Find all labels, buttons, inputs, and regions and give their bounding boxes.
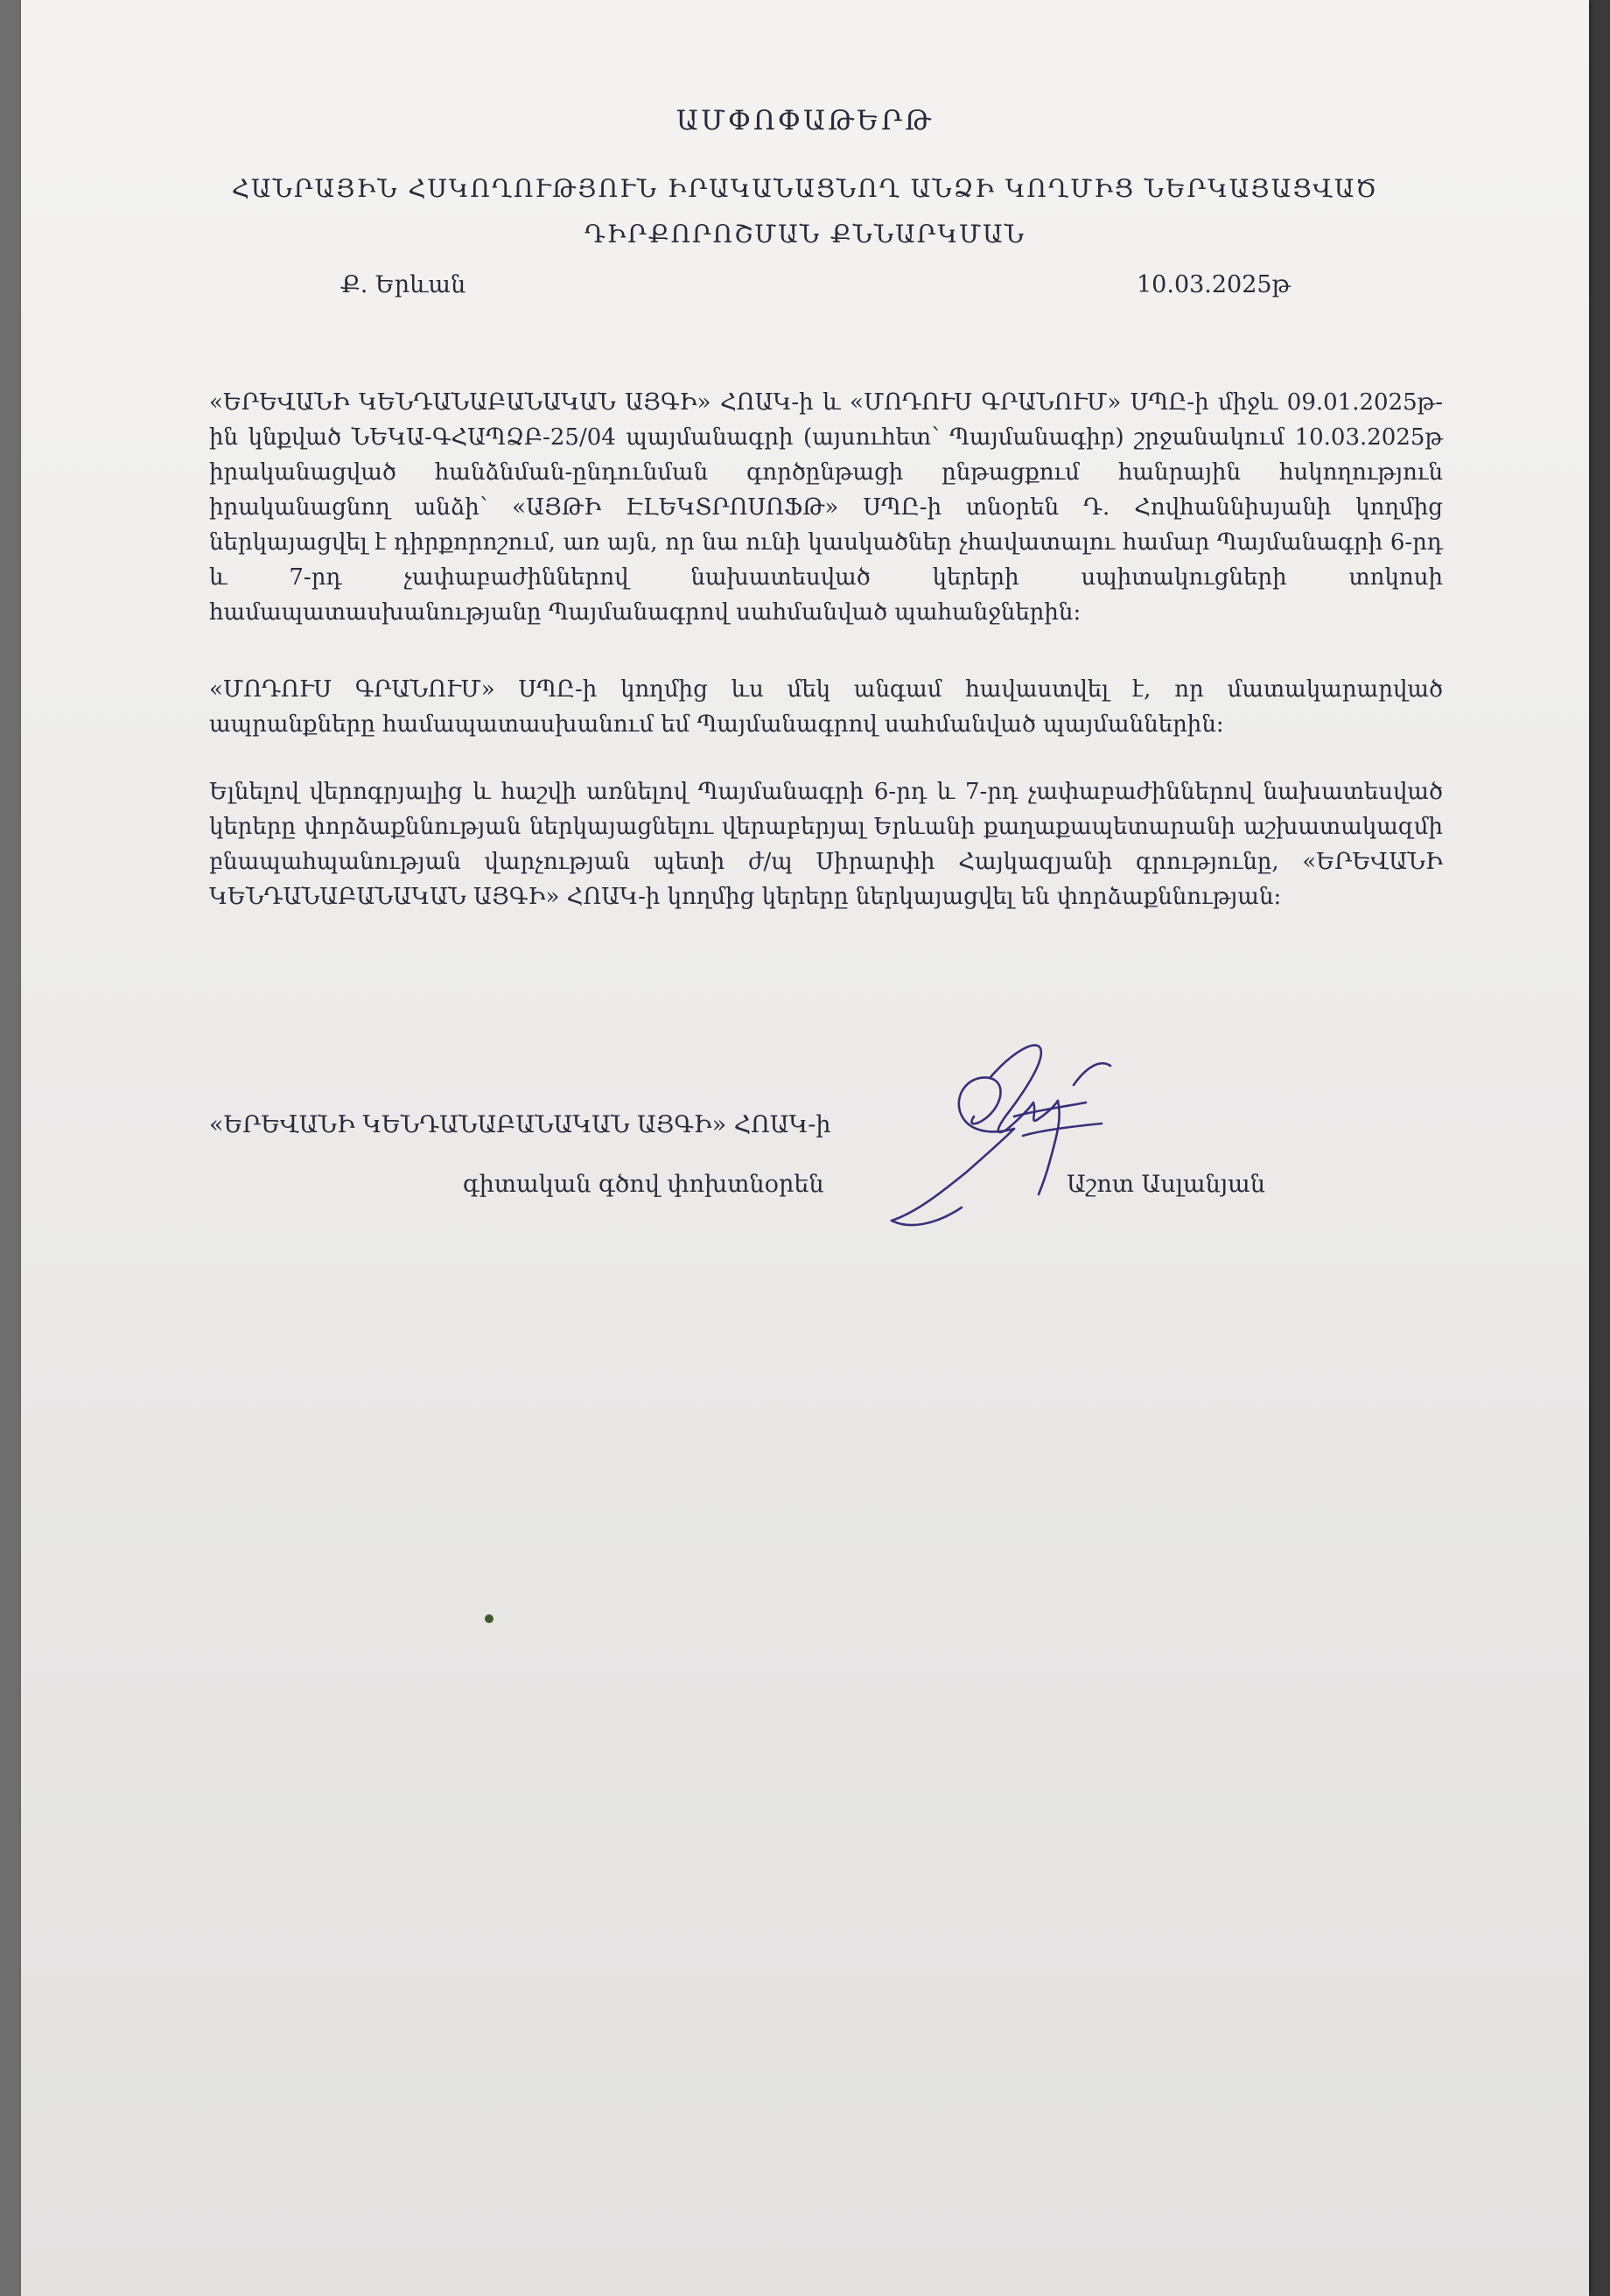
signatory-name: Աշոտ Ասլանյան — [1067, 1171, 1265, 1198]
document-subtitle: ՀԱՆՐԱՅԻՆ ՀՍԿՈՂՈՒԹՅՈՒՆ ԻՐԱԿԱՆԱՑՆՈՂ ԱՆՁԻ ԿՈՂՄԻՑ ՆԵՐԿԱՅԱՑՎԱԾ ԴԻՐՔՈՐՈՇՄԱՆ ՔՆՆԱՐԿՄԱՆ — [231, 174, 1379, 248]
document-date: 10.03.2025թ — [1137, 271, 1291, 298]
ink-speck — [485, 1614, 494, 1623]
signatory-organization: «ԵՐԵՎԱՆԻ ԿԵՆԴԱՆԱԲԱՆԱԿԱՆ ԱՅԳԻ» ՀՈԱԿ-ի — [209, 1111, 831, 1138]
paragraph-2: «ՄՈԴՈՒՍ ԳՐԱՆՈՒՄ» ՍՊԸ-ի կողմից ևս մեկ անգամ հավաստվել է, որ մատակարարված ապրանքները համապատասխանում եմ Պայմանագրով սահմանված պայմաններին: — [209, 676, 1443, 738]
document-city: Ք. Երևան — [340, 271, 466, 298]
document-page — [21, 0, 1589, 2296]
paragraph-1: «ԵՐԵՎԱՆԻ ԿԵՆԴԱՆԱԲԱՆԱԿԱՆ ԱՅԳԻ» ՀՈԱԿ-ի և «ՄՈԴՈՒՍ ԳՐԱՆՈՒՄ» ՍՊԸ-ի միջև 09.01.2025թ-ին կնքված ՆԵԿԱ-ԳՀԱՊՁԲ-25/04 պայմանագրի (այսուհետ՝ Պայմանագիր) շրջանակում 10.03.2025թ իրականացված հանձնման-ընդունման գործընթացի ընթացքում հանրային հսկողություն իրականացնող անձի՝ «ԱՅԹԻ ԷԼԵԿՏՐՈՍՈՖԹ» ՍՊԸ-ի տնօրեն Դ. Հովհաննիսյանի կողմից ներկայացվել է դիրքորոշում, առ այն, որ նա ունի կասկածներ չհավատալու համար Պայմանագրի 6-րդ և 7-րդ չափաբաժիններով նախատեսված կերերի սպիտակուցների տոկոսի համապատասխանությանը Պայմանագրով սահմանված պահանջներին: — [209, 389, 1443, 626]
handwritten-signature — [883, 1032, 1145, 1234]
paragraph-3: Ելնելով վերոգրյալից և հաշվի առնելով Պայմանագրի 6-րդ և 7-րդ չափաբաժիններով նախատեսված կերերը փորձաքննության ներկայացնելու վերաբերյալ Երևանի քաղաքապետարանի աշխատակազմի բնապահպանության վարչության պետի ժ/պ Սիրարփի Հայկազյանի գրությունը, «ԵՐԵՎԱՆԻ ԿԵՆԴԱՆԱԲԱՆԱԿԱՆ ԱՅԳԻ» ՀՈԱԿ-ի կողմից կերերը ներկայացվել են փորձաքննության: — [209, 779, 1443, 910]
document-title: ԱՄՓՈՓԱԹԵՐԹ — [676, 105, 934, 136]
signatory-role: գիտական գծով փոխտնօրեն — [463, 1171, 824, 1198]
